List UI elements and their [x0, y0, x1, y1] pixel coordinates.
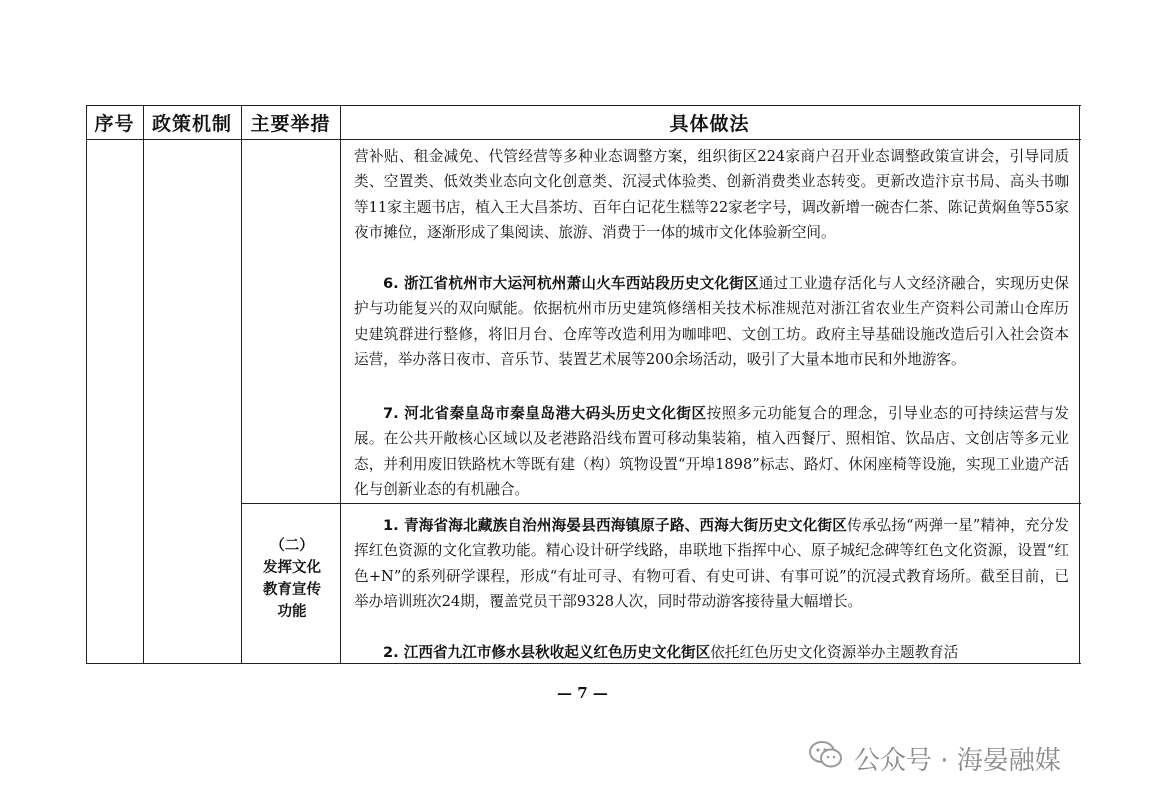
measure-category-2 — [243, 535, 341, 623]
case-text-s2-1: 传承弘扬“两弹一星”精神，充分发挥红色资源的文化宣教功能。精心设计研学线路，串联地下指挥中心、原子城纪念碑等红色文化资源，设置“红色+N”的系列研学课程，形成“有址可寻、有物可看、有史可讲、有事可说”的沉浸式教育场所。截至目前，已举办培训班次24期，覆盖党员干部9328人次，同时带动游客接待量大幅增长。 — [354, 517, 1069, 611]
case-paragraph-s2-1 — [354, 513, 1069, 615]
wechat-icon — [808, 740, 844, 777]
watermark — [808, 740, 1061, 777]
watermark-text: 公众号 · 海晏融媒 — [854, 746, 1061, 776]
header-main-measures: 主要举措 — [250, 112, 331, 135]
column-divider — [143, 105, 144, 664]
case-title-s2-1: 1. 青海省海北藏族自治州海晏县西海镇原子路、西海大街历史文化街区 — [383, 517, 848, 534]
case-paragraph-s2-2 — [354, 640, 1069, 664]
header-index: 序号 — [94, 112, 135, 135]
header-specific-practices: 具体做法 — [669, 112, 750, 135]
category-number: （二） — [270, 538, 314, 554]
case-text-s2-2: 依托红色历史文化资源举办主题教育活 — [710, 644, 959, 661]
section-divider — [241, 503, 1081, 504]
case-title-s2-2: 2. 江西省九江市修水县秋收起义红色历史文化街区 — [383, 644, 711, 661]
category-label: 发挥文化教育宣传功能 — [263, 560, 321, 620]
case-title-6: 6. 浙江省杭州市大运河杭州萧山火车西站段历史文化街区 — [383, 275, 759, 292]
case-text-7: 按照多元功能复合的理念，引导业态的可持续运营与发展。在公共开敞核心区域以及老港路沿线布置可移动集装箱，植入西餐厅、照相馆、饮品店、文创店等多元业态，并利用废旧铁路枕木等既有建（构）筑物设置“开埠1898”标志、路灯、休闲座椅等设施，实现工业遗产活化与创新业态的有机融合。 — [354, 405, 1069, 499]
continuation-paragraph: 营补贴、租金减免、代管经营等多种业态调整方案，组织街区224家商户召开业态调整政策宣讲会，引导同质类、空置类、低效类业态向文化创意类、沉浸式体验类、创新消费类业态转变。更新改造汴京书局、高头书咖等11家主题书店，植入王大昌茶坊、百年白记花生糕等22家老字号，调改新增一碗杏仁茶、陈记黄焖鱼等55家夜市摊位，逐渐形成了集阅读、旅游、消费于一体的城市文化体验新空间。 — [354, 148, 1069, 242]
case-paragraph-6 — [354, 271, 1069, 373]
header-divider — [86, 139, 1081, 140]
case-paragraph-7 — [354, 401, 1069, 503]
case-text-6: 通过工业遗存活化与人文经济融合，实现历史保护与功能复兴的双向赋能。依据杭州市历史建筑修缮相关技术标准规范对浙江省农业生产资料公司萧山仓库历史建筑群进行整修，将旧月台、仓库等改造利用为咖啡吧、文创工坊。政府主导基础设施改造后引入社会资本运营，举办落日夜市、音乐节、装置艺术展等200余场活动，吸引了大量本地市民和外地游客。 — [354, 275, 1069, 369]
header-policy-mechanism: 政策机制 — [151, 112, 232, 135]
page-number: — 7 — — [557, 684, 608, 702]
column-divider — [241, 105, 242, 664]
policy-table — [86, 105, 1081, 664]
table-border-left — [86, 105, 87, 664]
case-title-7: 7. 河北省秦皇岛市秦皇岛港大码头历史文化街区 — [383, 405, 707, 422]
table-border-right — [1079, 105, 1080, 664]
